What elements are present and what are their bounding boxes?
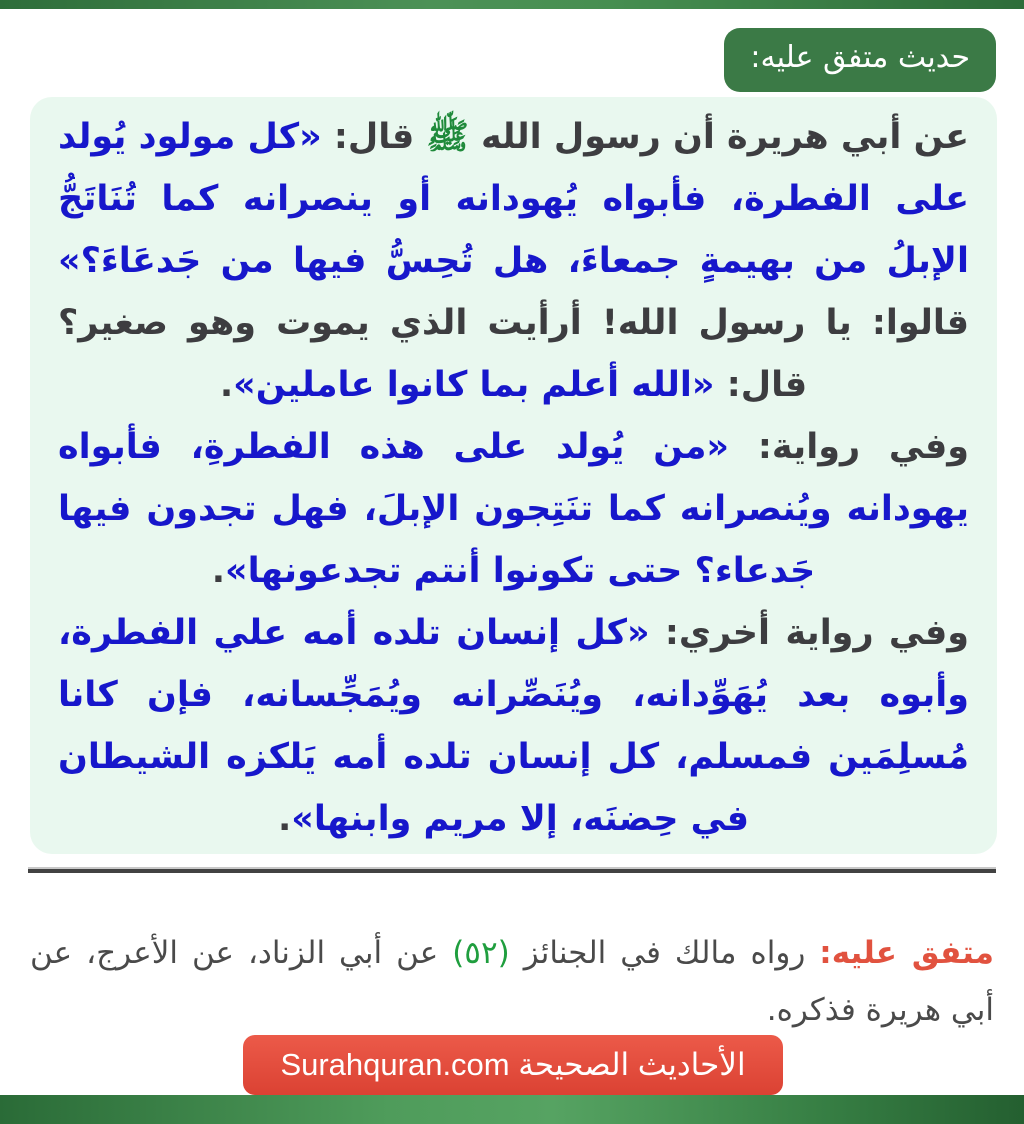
- narration-text: قال:: [321, 117, 427, 157]
- narration-text: وفي رواية:: [729, 427, 969, 467]
- hadith-paragraph-3: [58, 602, 969, 850]
- narration-text: قالوا: يا رسول الله! أرأيت الذي يموت وهو صغير؟ قال:: [58, 303, 969, 405]
- reference-label: متفق عليه:: [819, 935, 994, 971]
- hadith-type-badge-label: حديث متفق عليه:: [750, 40, 970, 75]
- hadith-text-panel: [30, 97, 997, 854]
- surahquran-button[interactable]: [243, 1035, 783, 1095]
- quote-text: «من يُولد على هذه الفطرةِ، فأبواه يهودانه ويُنصرانه كما تنَتِجون الإبلَ، فهل تجدون فيها جَدعاء؟ حتى تكونوا أنتم تجدعونها»: [58, 427, 969, 591]
- quote-text: «كل إنسان تلده أمه علي الفطرة، وأبوه بعد يُهَوِّدانه، ويُنَصِّرانه ويُمَجِّسانه، فإن كانا مُسلِمَين فمسلم، كل إنسان تلده أمه يَلكزه الشيطان في حِضنَه، إلا مريم وابنها»: [58, 613, 969, 839]
- narration-text: .: [277, 799, 292, 839]
- surahquran-button-label: الأحاديث الصحيحة Surahquran.com: [280, 1047, 746, 1082]
- pbuh-symbol: ﷺ: [426, 117, 469, 157]
- hadith-paragraph-2: [58, 416, 969, 602]
- reference-text: رواه مالك في الجنائز: [509, 935, 820, 971]
- divider-line: [28, 867, 996, 873]
- hadith-paragraph-1: [58, 106, 969, 416]
- narration-text: .: [211, 551, 226, 591]
- narration-text: .: [219, 365, 234, 405]
- quote-text: «كل مولود يُولد على الفطرة، فأبواه يُهودانه أو ينصرانه كما تُنَاتَجُّ الإبلُ من بهيمةٍ جمعاءَ، هل تُحِسُّ فيها من جَدعَاءَ؟»: [58, 117, 969, 281]
- narration-text: وفي رواية أخري:: [649, 613, 970, 653]
- quote-text: «الله أعلم بما كانوا عاملين»: [233, 365, 715, 405]
- reference-book-number: (٥٢): [452, 935, 510, 971]
- reference-text: عن أبي الزناد، عن الأعرج، عن أبي هريرة فذكره.: [30, 935, 994, 1028]
- narration-text: عن أبي هريرة أن رسول الله: [468, 117, 969, 157]
- reference-line: [30, 925, 994, 1039]
- bottom-accent-bar: [0, 1095, 1024, 1124]
- top-accent-bar: [0, 0, 1024, 9]
- hadith-type-badge: [724, 28, 996, 92]
